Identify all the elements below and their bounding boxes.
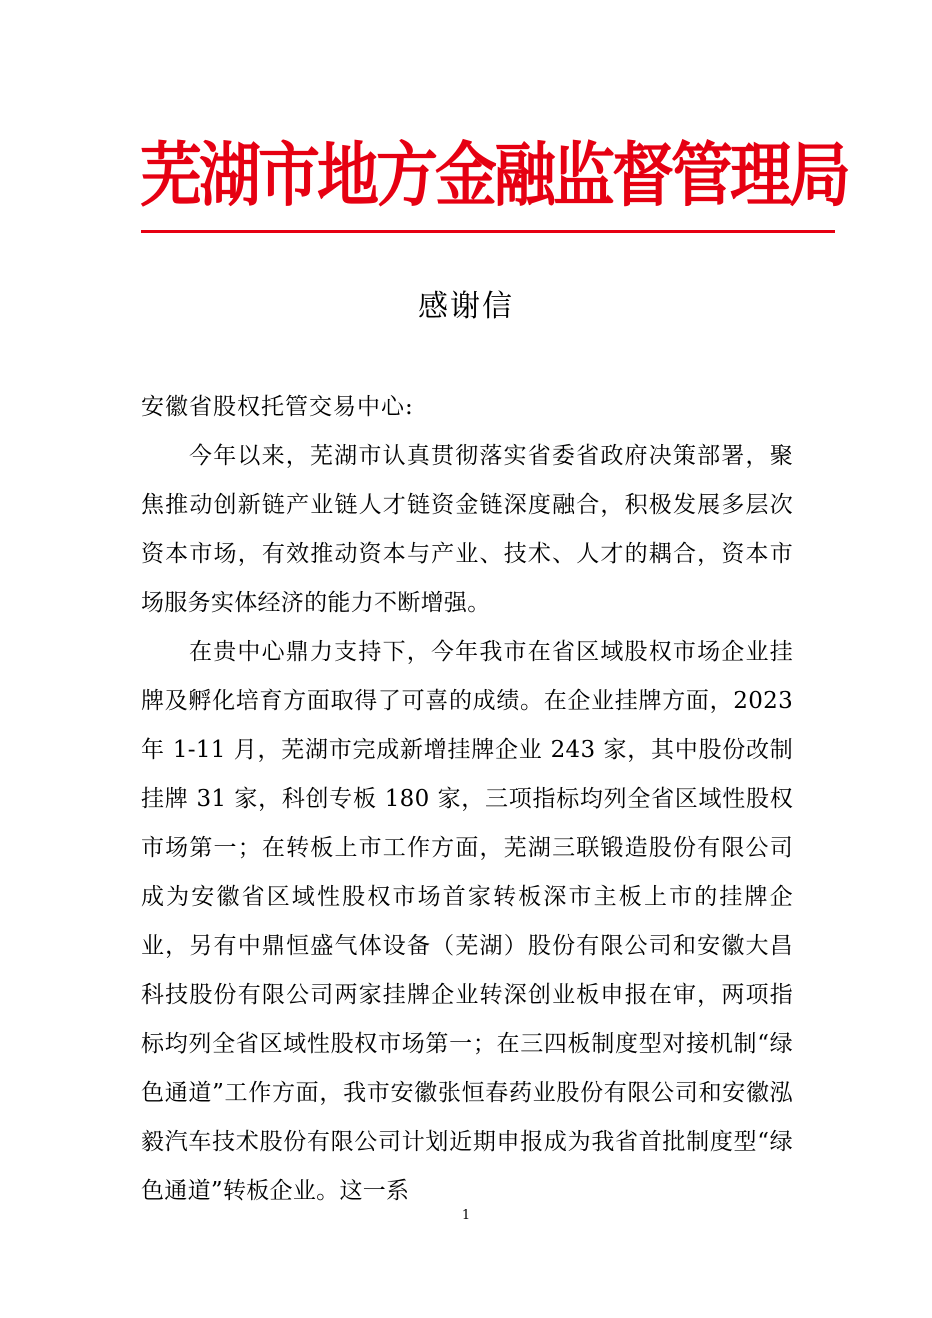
body-paragraph-1: 今年以来，芜湖市认真贯彻落实省委省政府决策部署，聚焦推动创新链产业链人才链资金链深度融合，积极发展多层次资本市场，有效推动资本与产业、技术、人才的耦合，资本市场服务实体经济的能力不断增强。 [141,443,793,616]
issuing-organization-header: 芜湖市地方金融监督管理局 [140,133,849,216]
letter-title: 感谢信 [418,289,514,324]
red-header-divider [141,230,835,233]
salutation: 安徽省股权托管交易中心: [141,394,414,420]
page-number: 1 [461,1208,471,1223]
letter-body [141,383,793,1216]
body-paragraph-2: 在贵中心鼎力支持下，今年我市在省区域股权市场企业挂牌及孵化培育方面取得了可喜的成绩。在企业挂牌方面，2023 年 1-11 月，芜湖市完成新增挂牌企业 243 家，其中股份改制挂牌 31 家，科创专板 180 家，三项指标均列全省区域性股权市场第一；在转板上市工作方面，芜湖三联锻造股份有限公司成为安徽省区域性股权市场首家转板深市主板上市的挂牌企业，另有中鼎恒盛气体设备（芜湖）股份有限公司和安徽大昌科技股份有限公司两家挂牌企业转深创业板申报在审，两项指标均列全省区域性股权市场第一；在三四板制度型对接机制“绿色通道”工作方面，我市安徽张恒春药业股份有限公司和安徽泓毅汽车技术股份有限公司计划近期申报成为我省首批制度型“绿色通道”转板企业。这一系 [141,639,793,1204]
